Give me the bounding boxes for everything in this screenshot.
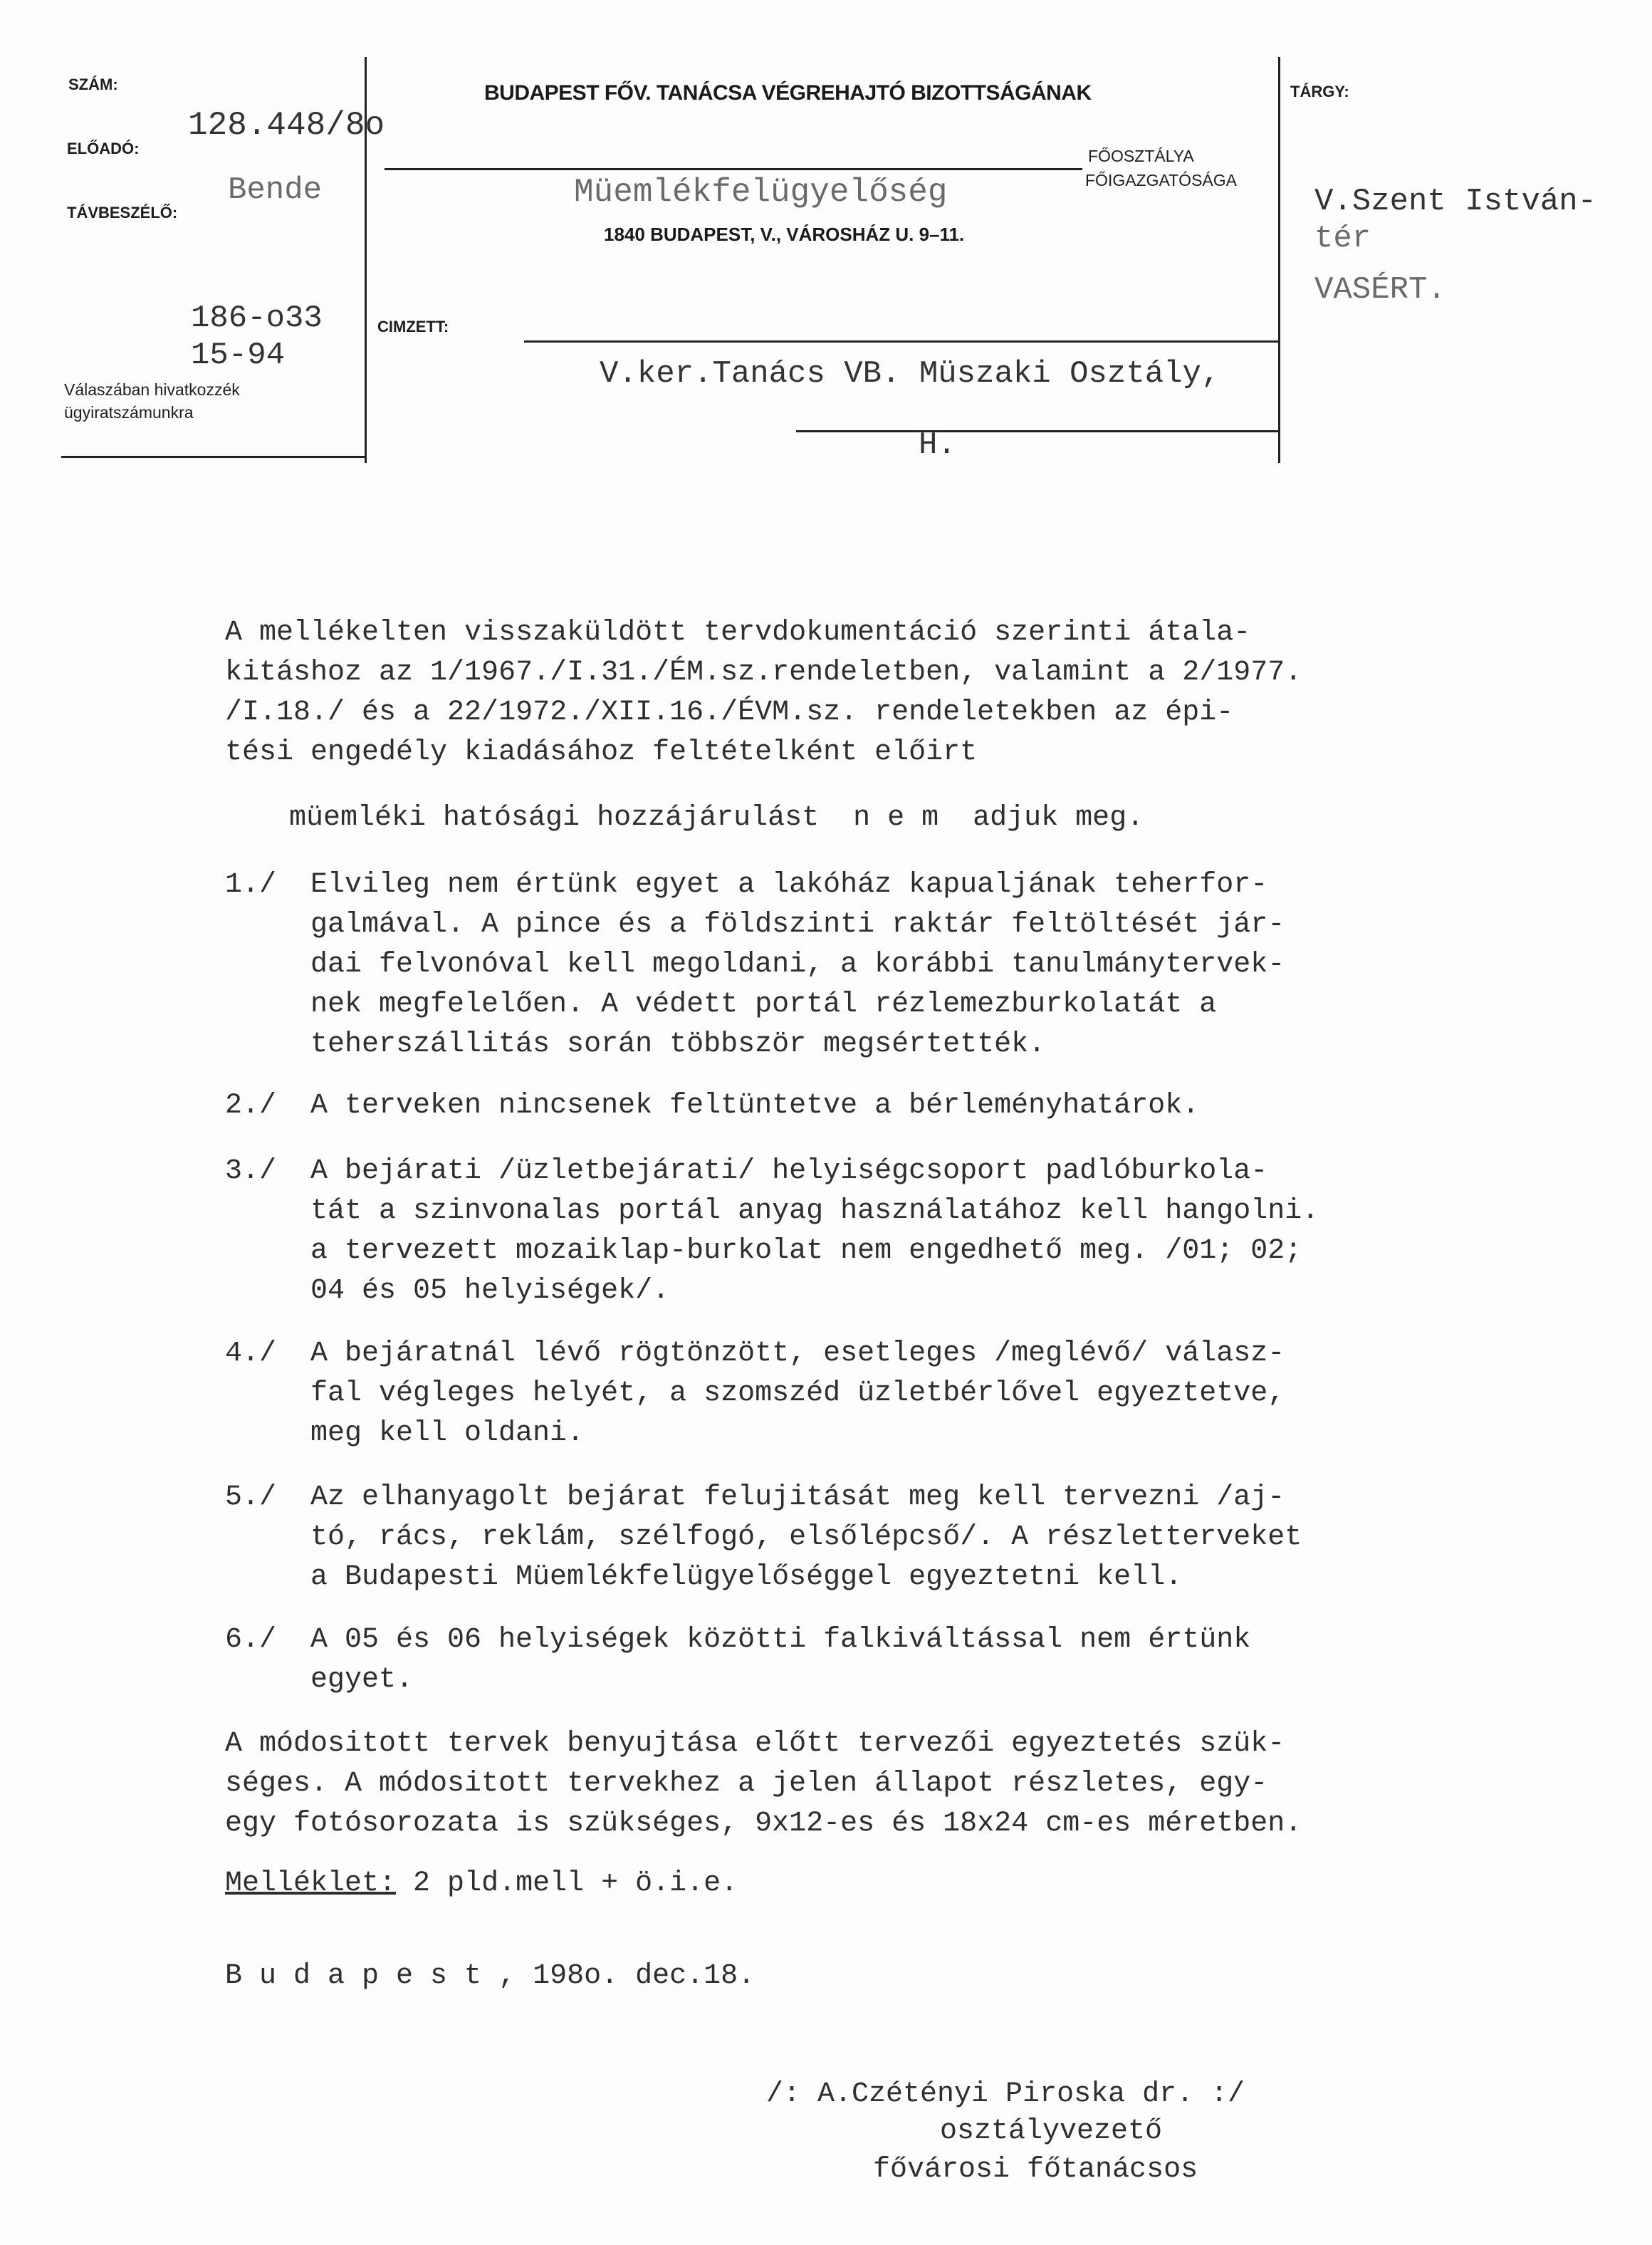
header-rule-under-number <box>385 168 1082 170</box>
recipient-line-2: H. <box>919 427 956 463</box>
org-title: BUDAPEST FŐV. TANÁCSA VÉGREHAJTÓ BIZOTTSÁGÁNAK <box>484 81 1092 105</box>
point-number: 3./ <box>225 1155 277 1187</box>
point-line: 04 és 05 helyiségek/. <box>310 1275 670 1307</box>
recipient-line-1: V.ker.Tanács VB. Müszaki Osztály, <box>600 356 1220 392</box>
header-bottom-rule <box>61 456 365 458</box>
attachment-label: Melléklet: <box>225 1868 397 1900</box>
subject-line-1: V.Szent István- <box>1314 184 1597 219</box>
org-address: 1840 BUDAPEST, V., VÁROSHÁZ U. 9–11. <box>604 224 965 245</box>
point-line: tó, rács, reklám, szélfogó, elsőlépcső/. A részletterveket <box>310 1521 1302 1553</box>
point-line: A bejáratnál lévő rögtönzött, esetleges /meglévő/ válasz- <box>310 1338 1285 1370</box>
point-line: A bejárati /üzletbejárati/ helyiségcsoport padlóburkola- <box>310 1155 1268 1187</box>
subject-line-3: VASÉRT. <box>1314 272 1446 308</box>
label-eloado: ELŐADÓ: <box>67 140 140 157</box>
point-number: 4./ <box>225 1338 277 1370</box>
point-line: teherszállitás során többször megsértették. <box>310 1028 1046 1061</box>
intro-line: kitáshoz az 1/1967./I.31./ÉM.sz.rendeletben, valamint a 2/1977. <box>225 657 1302 689</box>
phone-number-1: 186-o33 <box>191 301 323 336</box>
label-targy: TÁRGY: <box>1290 83 1349 100</box>
intro-line: A mellékelten visszaküldött tervdokumentáció szerinti átala- <box>225 617 1251 649</box>
attachment-line <box>225 1868 738 1900</box>
file-number: 128.448/8o <box>188 107 385 144</box>
org-department: Müemlékfelügyelőség <box>574 174 948 211</box>
signatory-name: /: A.Czétényi Piroska dr. :/ <box>766 2078 1245 2110</box>
closing-line: egy fotósorozata is szükséges, 9x12-es és 18x24 cm-es méretben. <box>225 1808 1302 1840</box>
org-dept-line-2: FŐIGAZGATÓSÁGA <box>1085 171 1237 189</box>
header-rule-recipient <box>524 340 1279 343</box>
header-divider-right <box>1278 57 1280 463</box>
point-line: a tervezett mozaiklap-burkolat nem engedhető meg. /01; 02; <box>310 1235 1302 1267</box>
point-line: A terveken nincsenek feltüntetve a bérleményhatárok. <box>310 1090 1200 1122</box>
place-date: B u d a p e s t , 198o. dec.18. <box>225 1960 756 1992</box>
point-line: meg kell oldani. <box>310 1417 585 1449</box>
signatory-title-2: fővárosi főtanácsos <box>873 2154 1198 2186</box>
closing-line: A módositott tervek benyujtása előtt tervezői egyeztetés szük- <box>225 1728 1285 1760</box>
point-line: Elvileg nem értünk egyet a lakóház kapualjának teherfor- <box>310 869 1268 901</box>
case-officer: Bende <box>228 172 323 208</box>
signatory-title-1: osztályvezető <box>940 2115 1163 2147</box>
closing-line: séges. A módositott tervekhez a jelen állapot részletes, egy- <box>225 1768 1268 1800</box>
header-rule-recipient-2 <box>796 430 1279 432</box>
phone-number-2: 15-94 <box>191 338 286 373</box>
point-line: fal végleges helyét, a szomszéd üzletbérlővel egyeztetve, <box>310 1377 1285 1410</box>
point-line: egyet. <box>310 1664 414 1696</box>
point-line: A 05 és 06 helyiségek közötti falkiváltással nem értünk <box>310 1624 1251 1656</box>
intro-line: tési engedély kiadásához feltételként előirt <box>225 736 978 769</box>
point-number: 6./ <box>225 1624 277 1656</box>
point-line: Az elhanyagolt bejárat felujitását meg kell tervezni /aj- <box>310 1481 1285 1514</box>
reference-note-1: Válaszában hivatkozzék <box>64 380 240 399</box>
label-szam: SZÁM: <box>68 75 118 93</box>
intro-line: /I.18./ és a 22/1972./XII.16./ÉVM.sz. rendeletekben az épi- <box>225 697 1234 729</box>
subject-line-2: tér <box>1314 221 1371 256</box>
attachment-text: 2 pld.mell + ö.i.e. <box>396 1868 738 1900</box>
point-number: 2./ <box>225 1090 277 1122</box>
point-line: a Budapesti Müemlékfelügyelőséggel egyeztetni kell. <box>310 1561 1183 1593</box>
label-tavbeszelo: TÁVBESZÉLŐ: <box>67 204 178 222</box>
point-number: 1./ <box>225 869 277 901</box>
reference-note-2: ügyiratszámunkra <box>64 403 194 422</box>
decision-line: müemléki hatósági hozzájárulást n e m adjuk meg. <box>289 802 1144 834</box>
org-dept-line-1: FŐOSZTÁLYA <box>1088 147 1194 165</box>
point-line: nek megfelelően. A védett portál rézlemezburkolatát a <box>310 989 1217 1021</box>
label-cimzett: CIMZETT: <box>377 318 449 335</box>
point-line: tát a szinvonalas portál anyag használatához kell hangolni. <box>310 1195 1319 1227</box>
point-line: dai felvonóval kell megoldani, a korábbi tanulmánytervek- <box>310 949 1285 981</box>
point-line: galmával. A pince és a földszinti raktár feltöltését jár- <box>310 909 1285 941</box>
point-number: 5./ <box>225 1481 277 1514</box>
